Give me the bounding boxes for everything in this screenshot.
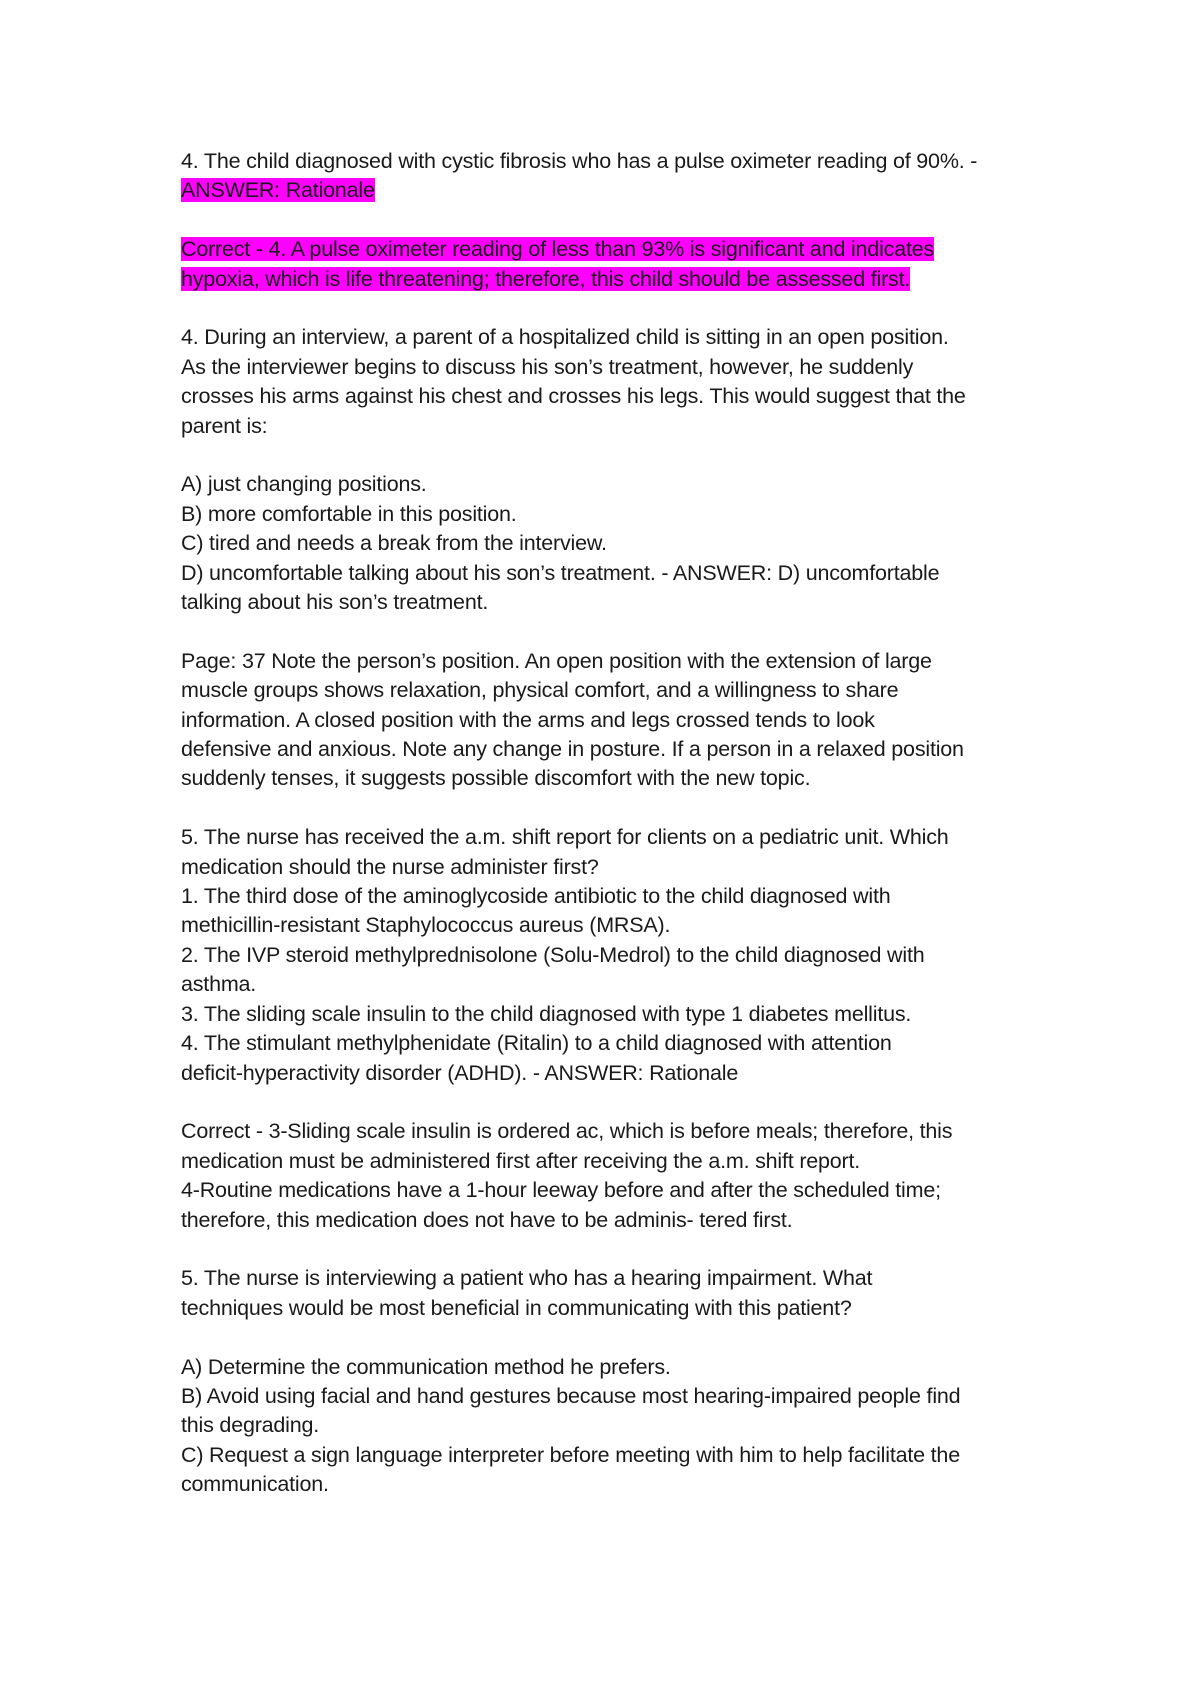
line-text: D) uncomfortable talking about his son’s treatment. - ANSWER: D) uncomfortable	[181, 560, 940, 585]
line-text: Page: 37 Note the person’s position. An open position with the extension of large	[181, 648, 932, 673]
q4-interview-question-paragraph	[181, 323, 1031, 441]
q4-interview-rationale-paragraph	[181, 647, 1031, 794]
line-text: Correct - 3-Sliding scale insulin is ordered ac, which is before meals; therefore, this	[181, 1119, 953, 1144]
line-text: 1. The third dose of the aminoglycoside antibiotic to the child diagnosed with	[181, 884, 891, 909]
q4-cf-rationale-paragraph	[181, 235, 1031, 294]
text-line	[181, 1000, 1031, 1029]
text-line	[181, 382, 1031, 411]
text-line	[181, 853, 1031, 882]
text-line	[181, 235, 1031, 264]
line-text: 2. The IVP steroid methylprednisolone (Solu-Medrol) to the child diagnosed with	[181, 942, 925, 967]
text-line	[181, 676, 1031, 705]
text-line	[181, 529, 1031, 558]
line-text: methicillin-resistant Staphylococcus aureus (MRSA).	[181, 913, 671, 938]
line-text: C) Request a sign language interpreter before meeting with him to help facilitate the	[181, 1442, 960, 1467]
line-text: information. A closed position with the arms and legs crossed tends to look	[181, 707, 875, 732]
q4-cf-answer-paragraph	[181, 147, 1031, 206]
text-line	[181, 1029, 1031, 1058]
line-text: C) tired and needs a break from the interview.	[181, 531, 607, 556]
line-text: medication should the nurse administer first?	[181, 854, 599, 879]
line-text: B) Avoid using facial and hand gestures because most hearing-impaired people find	[181, 1383, 961, 1408]
text-line	[181, 500, 1031, 529]
text-line	[181, 323, 1031, 352]
text-line	[181, 1382, 1031, 1411]
line-text: suddenly tenses, it suggests possible discomfort with the new topic.	[181, 766, 811, 791]
line-text: A) just changing positions.	[181, 472, 427, 497]
line-text: asthma.	[181, 972, 257, 997]
text-line	[181, 1264, 1031, 1293]
line-text: As the interviewer begins to discuss his son’s treatment, however, he suddenly	[181, 354, 914, 379]
line-text: 4. During an interview, a parent of a hospitalized child is sitting in an open position.	[181, 325, 949, 350]
text-line	[181, 1176, 1031, 1205]
highlighted-text: ANSWER: Rationale	[181, 178, 375, 203]
line-text: deficit-hyperactivity disorder (ADHD). - ANSWER: Rationale	[181, 1060, 739, 1085]
line-text: 4. The stimulant methylphenidate (Ritalin) to a child diagnosed with attention	[181, 1031, 892, 1056]
line-text: A) Determine the communication method he prefers.	[181, 1354, 671, 1379]
text-line	[181, 706, 1031, 735]
line-text: talking about his son’s treatment.	[181, 590, 489, 615]
text-line	[181, 970, 1031, 999]
text-line	[181, 941, 1031, 970]
line-text: 3. The sliding scale insulin to the child diagnosed with type 1 diabetes mellitus.	[181, 1001, 912, 1026]
q5-medication-question-paragraph	[181, 823, 1031, 1088]
line-text: 4-Routine medications have a 1-hour leeway before and after the scheduled time;	[181, 1178, 941, 1203]
text-line	[181, 882, 1031, 911]
text-line	[181, 1147, 1031, 1176]
highlighted-text: Correct - 4. A pulse oximeter reading of less than 93% is significant and indicates	[181, 237, 935, 262]
line-text: medication must be administered first after receiving the a.m. shift report.	[181, 1148, 861, 1173]
line-text: communication.	[181, 1472, 329, 1497]
text-line	[181, 1206, 1031, 1235]
text-line	[181, 147, 1031, 176]
text-line	[181, 412, 1031, 441]
line-text: defensive and anxious. Note any change in posture. If a person in a relaxed position	[181, 737, 964, 762]
line-text: 5. The nurse is interviewing a patient who has a hearing impairment. What	[181, 1266, 873, 1291]
text-line	[181, 1294, 1031, 1323]
line-text: techniques would be most beneficial in communicating with this patient?	[181, 1295, 852, 1320]
text-line	[181, 1353, 1031, 1382]
line-text: muscle groups shows relaxation, physical comfort, and a willingness to share	[181, 678, 899, 703]
line-text: parent is:	[181, 413, 268, 438]
text-line	[181, 353, 1031, 382]
text-line	[181, 647, 1031, 676]
text-line	[181, 764, 1031, 793]
text-line	[181, 735, 1031, 764]
q5-hearing-options-paragraph	[181, 1353, 1031, 1500]
text-line	[181, 265, 1031, 294]
text-line	[181, 1470, 1031, 1499]
text-line	[181, 176, 1031, 205]
line-text: therefore, this medication does not have to be adminis- tered first.	[181, 1207, 793, 1232]
text-line	[181, 1117, 1031, 1146]
text-line	[181, 559, 1031, 588]
q5-hearing-question-paragraph	[181, 1264, 1031, 1323]
text-line	[181, 1411, 1031, 1440]
line-text: this degrading.	[181, 1413, 320, 1438]
line-text: 4. The child diagnosed with cystic fibrosis who has a pulse oximeter reading of 90%. -	[181, 149, 978, 173]
text-line	[181, 823, 1031, 852]
q4-interview-options-paragraph	[181, 470, 1031, 617]
text-line	[181, 1441, 1031, 1470]
q5-medication-rationale-paragraph	[181, 1117, 1031, 1235]
line-text: crosses his arms against his chest and crosses his legs. This would suggest that the	[181, 384, 966, 409]
text-line	[181, 470, 1031, 499]
line-text: B) more comfortable in this position.	[181, 501, 517, 526]
text-line	[181, 911, 1031, 940]
highlighted-text: hypoxia, which is life threatening; therefore, this child should be assessed first.	[181, 266, 911, 291]
document-page	[181, 147, 1031, 1529]
line-text: 5. The nurse has received the a.m. shift report for clients on a pediatric unit. Which	[181, 825, 949, 850]
text-line	[181, 588, 1031, 617]
text-line	[181, 1059, 1031, 1088]
